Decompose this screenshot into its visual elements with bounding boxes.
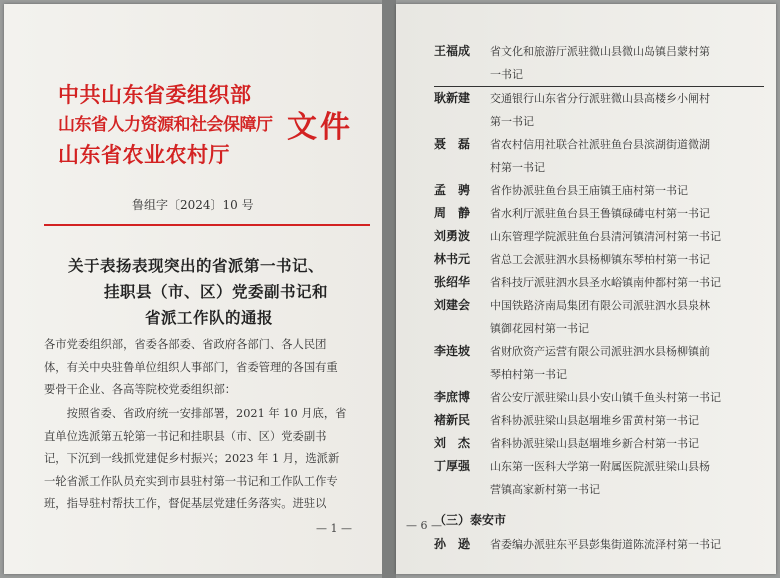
right-page <box>396 4 776 574</box>
salutation <box>44 334 370 402</box>
list-item <box>434 533 764 556</box>
name-list <box>434 40 764 556</box>
list-item <box>434 409 764 432</box>
issuer-line-2: 山东省人力资源和社会保障厅 <box>58 115 273 135</box>
body-line: 一轮省派工作队员充实到市县驻村第一书记和工作队工作专 <box>44 474 338 488</box>
list-item <box>434 225 764 248</box>
assignment-line: 山东管理学院派驻鱼台县清河镇清河村第一书记 <box>490 230 721 243</box>
salutation-line: 各市党委组织部，省委各部委、省政府各部门、各人民团 <box>44 338 327 351</box>
book-binding-gap <box>382 0 396 578</box>
assignment-text <box>490 87 764 133</box>
assignment-line: 中国铁路济南局集团有限公司派驻泗水县泉林 <box>490 299 710 312</box>
salutation-line: 体，有关中央驻鲁单位组织人事部门，省委管理的各国有重 <box>44 360 338 374</box>
body-line: 按照省委、省政府统一安排部署，2021 年 10 月底，省 <box>66 407 347 420</box>
red-divider <box>44 224 370 226</box>
assignment-text <box>490 340 764 386</box>
person-name: 王福成 <box>434 44 471 58</box>
assignment-text <box>490 248 764 271</box>
assignment-line: 省作协派驻鱼台县王庙镇王庙村第一书记 <box>490 184 688 197</box>
issuer-line-1: 中共山东省委组织部 <box>58 82 252 107</box>
assignment-line: 村第一书记 <box>490 161 545 174</box>
assignment-line: 琴柏村第一书记 <box>490 368 567 381</box>
assignment-text <box>490 455 764 501</box>
list-item <box>434 455 764 501</box>
assignment-line: 省水利厅派驻鱼台县王鲁镇碌碡屯村第一书记 <box>490 207 710 220</box>
assignment-line: 省农村信用社联合社派驻鱼台县滨湖街道微湖 <box>490 138 710 151</box>
assignment-line: 营镇高家新村第一书记 <box>490 483 600 496</box>
list-item <box>434 40 764 87</box>
person-name: 林书元 <box>434 252 471 266</box>
assignment-text <box>490 133 764 179</box>
person-name: 李庶博 <box>434 390 471 404</box>
assignment-line: 省文化和旅游厅派驻微山县微山岛镇吕蒙村第 <box>490 45 710 58</box>
assignment-line: 省科协派驻梁山县赵堌堆乡雷黄村第一书记 <box>490 414 699 427</box>
assignment-line: 省财欣资产运营有限公司派驻泗水县杨柳镇前 <box>490 345 710 358</box>
assignment-line: 镇御花园村第一书记 <box>490 322 589 335</box>
list-item <box>434 432 764 455</box>
assignment-line: 交通银行山东省分行派驻微山县高楼乡小闸村 <box>490 92 710 105</box>
assignment-line: 省委编办派驻东平县彭集街道陈流泽村第一书记 <box>490 538 721 551</box>
assignment-line: 省科技厅派驻泗水县圣水峪镇南仲都村第一书记 <box>490 276 721 289</box>
page-number-left: — 1 — <box>316 522 352 535</box>
document-number: 鲁组字〔2024〕10 号 <box>132 198 254 212</box>
list-item <box>434 133 764 179</box>
person-name: 聂 磊 <box>434 137 471 151</box>
list-item <box>434 87 764 133</box>
body-paragraph <box>44 403 370 516</box>
assignment-text <box>490 409 764 432</box>
assignment-text <box>490 294 764 340</box>
assignment-line: 第一书记 <box>490 115 534 128</box>
page-number-right: — 6 — <box>406 519 442 532</box>
assignment-line: 省公安厅派驻梁山县小安山镇千鱼头村第一书记 <box>490 391 721 404</box>
person-name: 周 静 <box>434 206 471 220</box>
person-name: 刘建会 <box>434 298 471 312</box>
list-item <box>434 202 764 225</box>
document-suffix: 文件 <box>287 110 353 145</box>
left-page <box>4 4 382 574</box>
issuer-line-3: 山东省农业农村厅 <box>58 142 230 167</box>
title-line-3: 省派工作队的通报 <box>145 308 274 327</box>
person-name: 耿新建 <box>434 91 471 105</box>
list-item <box>434 294 764 340</box>
salutation-line: 要骨干企业、各高等院校党委组织部： <box>44 383 237 396</box>
issuer-header <box>58 80 273 170</box>
person-name: 李连坡 <box>434 344 471 358</box>
person-name: 孙 逊 <box>434 537 471 551</box>
assignment-line: 山东第一医科大学第一附属医院派驻梁山县杨 <box>490 460 710 473</box>
list-item <box>434 386 764 409</box>
section-heading: （三）泰安市 <box>434 513 507 527</box>
assignment-text <box>490 40 764 86</box>
body-line: 直单位选派第五轮第一书记和挂职县（市、区）党委副书 <box>44 429 327 443</box>
assignment-text <box>490 533 764 556</box>
title-line-2: 挂职县（市、区）党委副书记和 <box>104 282 329 301</box>
person-name: 丁厚强 <box>434 459 471 473</box>
assignment-text <box>490 271 764 294</box>
assignment-text <box>490 432 764 455</box>
person-name: 刘勇波 <box>434 229 471 243</box>
assignment-text <box>490 225 764 248</box>
assignment-text <box>490 179 764 202</box>
title-line-1: 关于表扬表现突出的省派第一书记、 <box>68 256 325 275</box>
person-name: 张绍华 <box>434 275 471 289</box>
list-item <box>434 271 764 294</box>
assignment-text <box>490 202 764 225</box>
person-name: 孟 骋 <box>434 183 471 197</box>
list-item <box>434 248 764 271</box>
assignment-line: 省科协派驻梁山县赵堌堆乡新合村第一书记 <box>490 437 699 450</box>
assignment-text <box>490 386 764 409</box>
body-line: 班，指导驻村帮扶工作，督促基层党建任务落实。进驻以 <box>44 497 327 510</box>
assignment-line: 一书记 <box>490 68 523 81</box>
assignment-line: 省总工会派驻泗水县杨柳镇东琴柏村第一书记 <box>490 253 710 266</box>
list-item <box>434 179 764 202</box>
person-name: 褚新民 <box>434 413 471 427</box>
body-line: 记，下沉到一线抓党建促乡村振兴；2023 年 1 月，选派新 <box>44 452 340 465</box>
list-item <box>434 340 764 386</box>
person-name: 刘 杰 <box>434 436 471 450</box>
